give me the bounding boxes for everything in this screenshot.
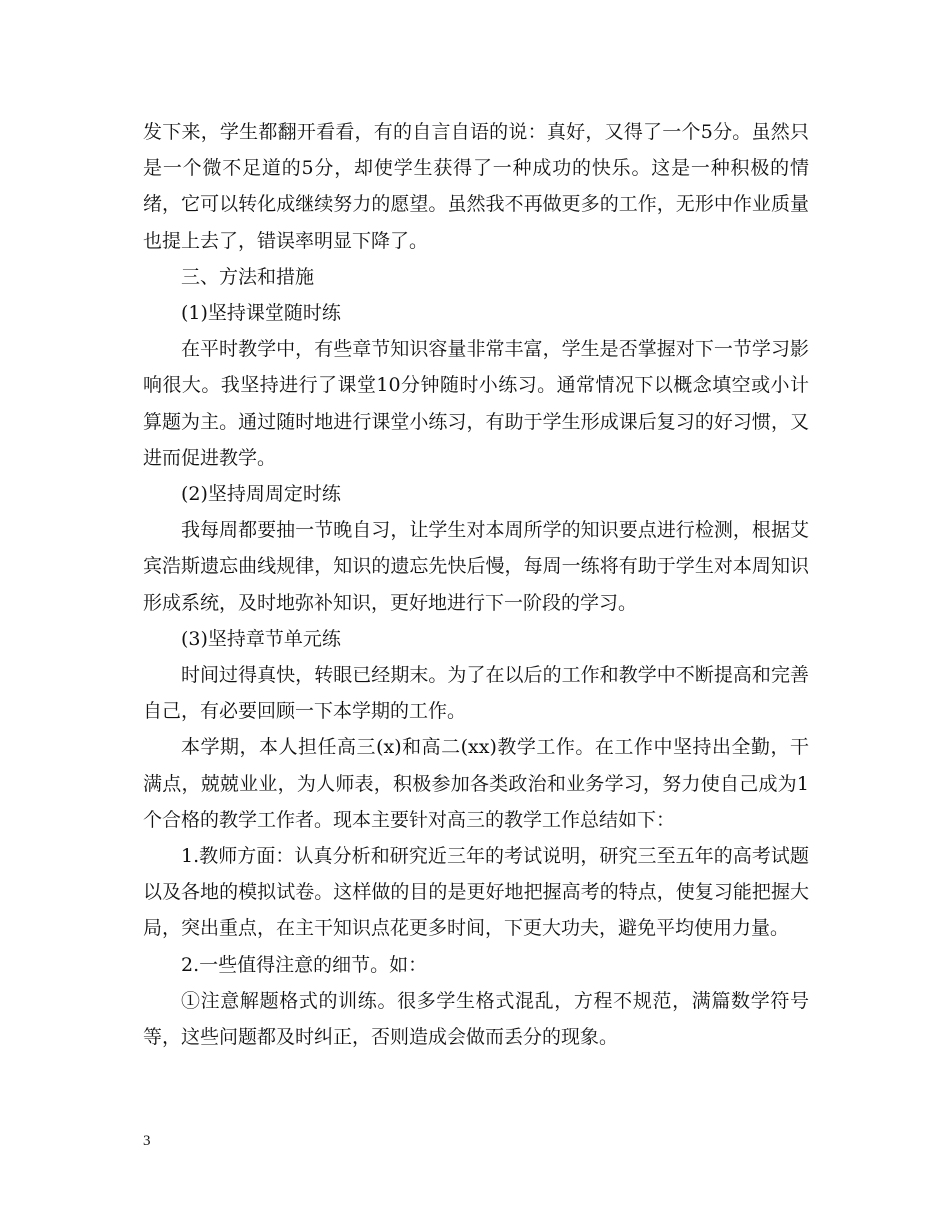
section-heading-methods: 三、方法和措施 [181,265,315,288]
document-body [143,114,809,1055]
paragraph-teacher-aspect: 1.教师方面：认真分析和研究近三年的考试说明，研究三至五年的高考试题以及各地的模拟试卷。这样做的目的是更好地把握高考的特点，使复习能把握大局，突出重点，在主干知识点花更多时间，下更大功夫，避免平均使用力量。 [143,845,809,940]
paragraph-teaching-duties: 本学期，本人担任高三(x)和高二(xx)教学工作。在工作中坚持出全勤，干满点，兢兢业业，为人师表，积极参加各类政治和业务学习，努力使自己成为1个合格的教学工作者。现本主要针对高三的教学工作总结如下： [143,736,809,831]
paragraph-continuation: 发下来，学生都翻开看看，有的自言自语的说：真好，又得了一个5分。虽然只是一个微不足道的5分，却使学生获得了一种成功的快乐。这是一种积极的情绪，它可以转化成继续努力的愿望。虽然我不再做更多的工作，无形中作业质量也提上去了，错误率明显下降了。 [143,121,809,252]
subheading-classroom-practice: (1)坚持课堂随时练 [181,302,341,325]
paragraph-classroom-practice: 在平时教学中，有些章节知识容量非常丰富，学生是否掌握对下一节学习影响很大。我坚持进行了课堂10分钟随时小练习。通常情况下以概念填空或小计算题为主。通过随时地进行课堂小练习，有助于学生形成课后复习的好习惯，又进而促进教学。 [143,338,809,469]
subheading-unit-practice: (3)坚持章节单元练 [181,627,341,650]
paragraph-format-training: ①注意解题格式的训练。很多学生格式混乱，方程不规范，满篇数学符号等，这些问题都及时纠正，否则造成会做而丢分的现象。 [143,989,809,1049]
paragraph-details-intro: 2.一些值得注意的细节。如： [181,953,428,976]
paragraph-weekly-practice: 我每周都要抽一节晚自习，让学生对本周所学的知识要点进行检测，根据艾宾浩斯遗忘曲线规律，知识的遗忘先快后慢，每周一练将有助于学生对本周知识形成系统，及时地弥补知识，更好地进行下一阶段的学习。 [143,519,809,614]
page-number: 3 [143,1133,151,1149]
subheading-weekly-practice: (2)坚持周周定时练 [181,483,341,506]
paragraph-semester-review: 时间过得真快，转眼已经期末。为了在以后的工作和教学中不断提高和完善自己，有必要回顾一下本学期的工作。 [143,664,809,723]
